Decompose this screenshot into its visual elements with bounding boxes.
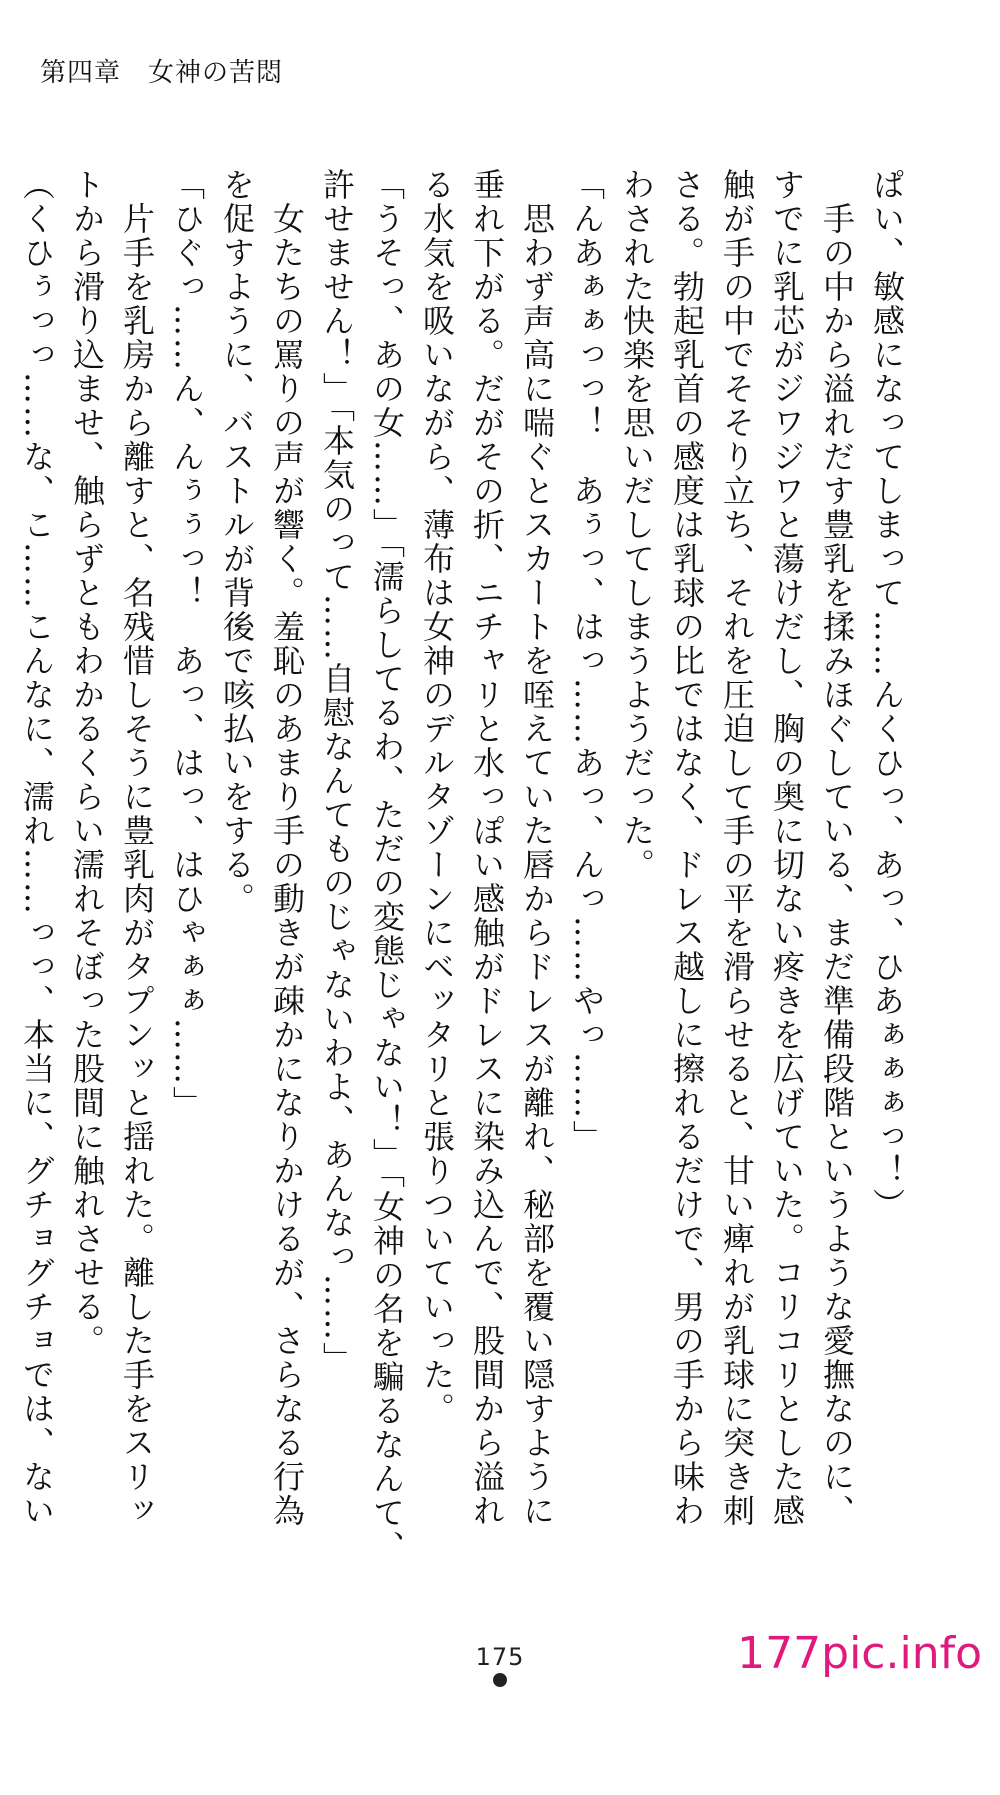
text-column-15: 「ひぐっ……ん、んぅぅっ！ あっ、はっ、はひゃぁぁ……」: [168, 168, 206, 1120]
text-column-10: る水気を吸いながら、薄布は女神のデルタゾーンにベッタリと張りついていった。: [418, 168, 456, 1426]
text-column-4: 触が手の中でそそり立ち、それを圧迫して手の平を滑らせると、甘い痺れが乳球に突き刺: [718, 168, 756, 1528]
page-number: 175: [475, 1643, 525, 1671]
vertical-body-text: [18, 168, 912, 1564]
text-column-8: 思わず声高に喘ぐとスカートを咥えていた唇からドレスが離れ、秘部を覆い隠すように: [518, 168, 556, 1528]
text-column-17: トから滑り込ませ、触らずともわかるくらい濡れそぼった股間に触れさせる。: [68, 168, 106, 1358]
page-ornament-dot: [493, 1673, 507, 1687]
text-column-11: 「うそっ、あの女……」「濡らしてるわ、ただの変態じゃない！」「女神の名を騙るなんて、: [368, 168, 406, 1564]
text-column-2: 手の中から溢れだす豊乳を揉みほぐしている、まだ準備段階というような愛撫なのに、: [818, 168, 856, 1528]
text-column-7: 「んあぁぁっっ！ あぅっ、はっ……あっ、んっ……やっ……」: [568, 168, 606, 1154]
text-column-18: （くひぅっっ……な、こ……こんなに、濡れ……っっ、本当に、グチョグチョでは、ない: [18, 168, 56, 1528]
text-column-9: 垂れ下がる。だがその折、ニチャリと水っぽい感触がドレスに染み込んで、股間から溢れ: [468, 168, 506, 1528]
text-column-14: を促すように、バストルが背後で咳払いをする。: [218, 168, 256, 916]
text-column-16: 片手を乳房から離すと、名残惜しそうに豊乳肉がタプンッと揺れた。離した手をスリッ: [118, 168, 156, 1528]
text-column-13: 女たちの罵りの声が響く。羞恥のあまり手の動きが疎かになりかけるが、さらなる行為: [268, 168, 306, 1528]
text-column-12: 許せません！」「本気のって……自慰なんてものじゃないわよ、あんなっ……」: [318, 168, 356, 1376]
text-column-5: さる。勃起乳首の感度は乳球の比ではなく、ドレス越しに擦れるだけで、男の手から味わ: [668, 168, 706, 1528]
text-column-3: すでに乳芯がジワジワと蕩けだし、胸の奥に切ない疼きを広げていた。コリコリとした感: [768, 168, 806, 1528]
chapter-running-head: 第四章 女神の苦悶: [40, 58, 284, 88]
site-watermark: 177pic.info: [737, 1628, 982, 1679]
text-column-6: わされた快楽を思いだしてしまうようだった。: [618, 168, 656, 882]
text-column-1: ぱい、敏感になってしまって……んくひっ、あっ、ひあぁぁぁっ！）: [868, 168, 906, 1222]
